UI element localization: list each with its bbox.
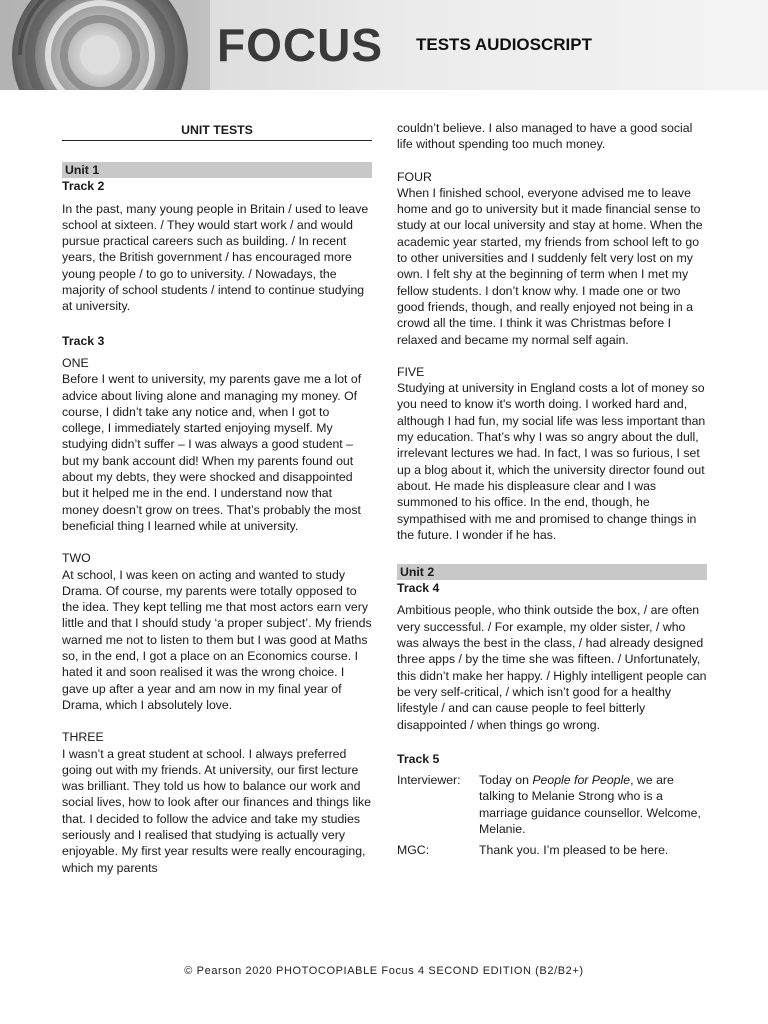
dialog-speaker: Interviewer: — [397, 773, 461, 788]
left-column — [62, 120, 372, 876]
track-heading: Track 4 — [397, 581, 440, 596]
track-paragraph: In the past, many young people in Britain / used to leave school at sixteen. / They would start work / and would pursue practical careers such as building. / In recent years, the British government / has encouraged more young people / to go to university. / Nowadays, the majority of school students / intend to continue studying at university. — [62, 201, 369, 314]
speaker-label: THREE — [62, 730, 104, 745]
track-paragraph: I wasn’t a great student at school. I always preferred going out with my friends. At university, our first lecture was brilliant. They told us how to balance our work and social lives, how to look after our finances and things like that. I decided to follow the advice and take my studies seriously and I realised that studying is actually very enjoyable. My first year results were really encouraging, which my parents — [62, 746, 371, 875]
dialog-text: Today on People for People, we are talking to Melanie Strong who is a marriage guidance counsellor. Welcome, Melanie. — [479, 773, 701, 836]
track-paragraph: Before I went to university, my parents gave me a lot of advice about living alone and managing my money. Of course, I didn’t take any notice and, when I got to college, I immediately started enjoying myself. My studying didn’t suffer – I was always a good student – but my bank account did! When my parents found out about my debts, they were shocked and disappointed but it helped me in the end. I understand now that money doesn’t grow on trees. That’s probably the most beneficial thing I learned while at university. — [62, 372, 362, 533]
unit-heading: Unit 2 — [397, 564, 707, 580]
speaker-label: TWO — [62, 551, 91, 566]
track-paragraph: Studying at university in England costs a lot of money so you need to know it's worth doing. I worked hard and, although I had fun, my social life was less important than my education. That’s why I was so angry about the dull, irrelevant lectures we had. In fact, I was so furious, I set up a blog about it, which the university director found out about. He made his displeasure clear and I was summoned to his office. In the end, though, he sympathised with me and promised to change things in the future. I wonder if he has. — [397, 381, 706, 542]
track-heading: Track 3 — [62, 333, 105, 348]
focus-lens-graphic — [0, 0, 210, 90]
section-title: UNIT TESTS — [62, 122, 372, 141]
document-title: TESTS AUDIOSCRIPT — [416, 35, 592, 54]
speaker-label: FOUR — [397, 169, 432, 184]
speaker-label: FIVE — [397, 364, 425, 379]
track-paragraph: When I finished school, everyone advised me to leave home and go to university but it made financial sense to study at our local university and stay at home. When the academic year started, my friends from school left to go to other universities and I suddenly felt very lost on my own. I felt shy at the beginning of term when I met my fellow students. I don’t know why. I made one or two good friends, though, and really enjoyed not being in a crowd all the time. I think it was Christmas before I relaxed and became my normal self again. — [397, 185, 703, 347]
track-heading: Track 2 — [62, 179, 105, 194]
track-paragraph: couldn’t believe. I also managed to have a good social life without spending too much money. — [397, 121, 693, 152]
dialog-line — [397, 842, 707, 858]
track-paragraph: Ambitious people, who think outside the box, / are often very successful. / For example, my older sister, / who was always the best in the class, / had already designed three apps / by the time she was fifteen. / Unfortunately, this didn’t make her happy. / Highly intelligent people can be very self-critical, / which isn’t good for a healthy lifestyle / and can cause people to feel bitterly disappointed / when things go wrong. — [397, 603, 707, 732]
page-header — [0, 0, 768, 90]
speaker-label: ONE — [62, 355, 89, 370]
dialog-line — [397, 772, 707, 837]
right-column — [397, 120, 707, 859]
dialog-text: Thank you. I’m pleased to be here. — [479, 843, 669, 858]
page-footer: © Pearson 2020 PHOTOCOPIABLE Focus 4 SECOND EDITION (B2/B2+) — [184, 965, 584, 977]
track-heading: Track 5 — [397, 751, 440, 766]
dialog-speaker: MGC: — [397, 843, 430, 858]
track-paragraph: At school, I was keen on acting and wanted to study Drama. Of course, my parents were totally opposed to the idea. They kept telling me that most actors earn very little and that I should study ‘a proper subject’. My friends warned me not to listen to them but I was good at Maths so, in the end, I got a place on an Economics course. I hated it and soon realised it was the wrong choice. I gave up after a year and am now in my final year of Drama, which I absolutely love. — [62, 567, 372, 712]
brand-logo-text: FOCUS — [217, 19, 383, 71]
unit-heading: Unit 1 — [62, 162, 372, 178]
